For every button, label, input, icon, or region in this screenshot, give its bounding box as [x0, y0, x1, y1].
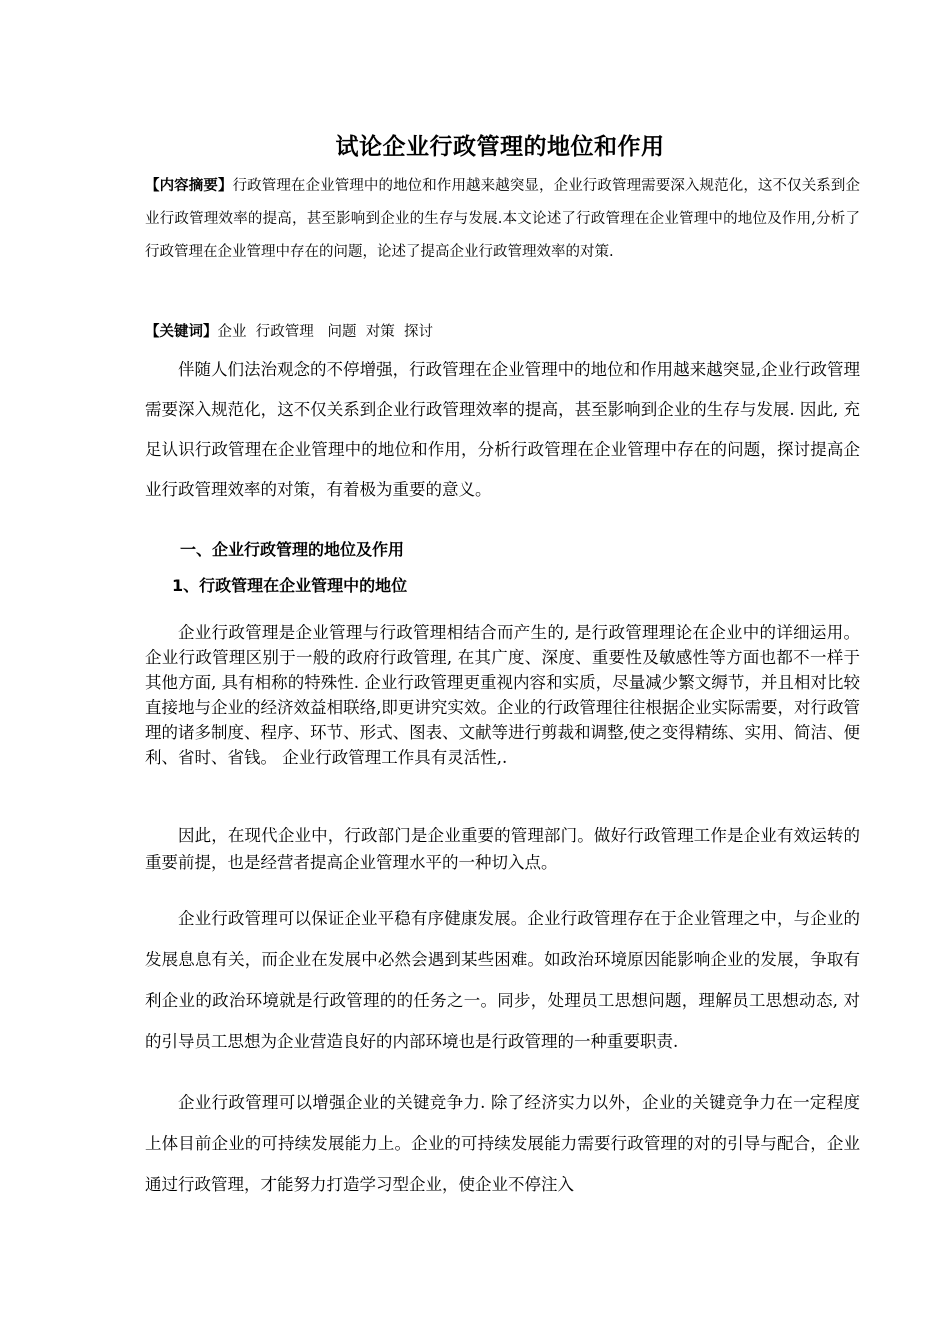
keywords-text: 企业 行政管理 问题 对策 探讨 — [217, 324, 433, 340]
paragraph-stability: 企业行政管理可以保证企业平稳有序健康发展。企业行政管理存在于企业管理之中，与企业的发展息息有关，而企业在发展中必然会遇到某些困难。如政治环境原因能影响企业的发展，争取有利企业的政治环境就是行政管理的的任务之一。同步，处理员工思想问题，理解员工思想动态, 对的引导员工思想为企业营造良好的内部环境也是行政管理的一种重要职责. — [145, 909, 860, 1051]
abstract-text: 行政管理在企业管理中的地位和作用越来越突显，企业行政管理需要深入规范化，这不仅关系到企业行政管理效率的提高，甚至影响到企业的生存与发展.本文论述了行政管理在企业管理中的地位及作用,分析了行政管理在企业管理中存在的问题，论述了提高企业行政管理效率的对策. — [145, 178, 860, 260]
document-title: 试论企业行政管理的地位和作用 — [335, 134, 665, 160]
keywords — [145, 318, 860, 346]
paragraph-position: 企业行政管理是企业管理与行政管理相结合而产生的, 是行政管理理论在企业中的详细运用。企业行政管理区别于一般的政府行政管理, 在其广度、深度、重要性及敏感性等方面也都不一样于其他方面, 具有相称的特殊性. 企业行政管理更重视内容和实质，尽量减少繁文缛节，并且相对比较直接地与企业的经济效益相联络,即更讲究实效。企业的行政管理往往根据企业实际需要，对行政管理的诸多制度、程序、环节、形式、图表、文献等进行剪裁和调整,使之变得精练、实用、简洁、便利、省时、省钱。 企业行政管理工作具有灵活性,. — [145, 623, 860, 767]
keywords-label: 【关键词】 — [145, 324, 218, 340]
abstract — [145, 170, 860, 269]
paragraph-intro: 伴随人们法治观念的不停增强，行政管理在企业管理中的地位和作用越来越突显,企业行政管理需要深入规范化，这不仅关系到企业行政管理效率的提高，甚至影响到企业的生存与发展. 因此, 充足认识行政管理在企业管理中的地位和作用，分析行政管理在企业管理中存在的问题，探讨提高企业行政管理效率的对策，有着极为重要的意义。 — [145, 360, 860, 499]
paragraph-conclusion: 因此，在现代企业中，行政部门是企业重要的管理部门。做好行政管理工作是企业有效运转的重要前提，也是经营者提高企业管理水平的一种切入点。 — [145, 826, 860, 872]
paragraph-competitiveness: 企业行政管理可以增强企业的关键竞争力. 除了经济实力以外，企业的关键竞争力在一定程度上体目前企业的可持续发展能力上。企业的可持续发展能力需要行政管理的对的引导与配合，企业通过行政管理，才能努力打造学习型企业，使企业不停注入 — [145, 1093, 860, 1194]
section-heading: 一、企业行政管理的地位及作用 — [180, 540, 405, 559]
subsection-heading: 1、行政管理在企业管理中的地位 — [172, 576, 408, 595]
abstract-label: 【内容摘要】 — [145, 178, 233, 194]
